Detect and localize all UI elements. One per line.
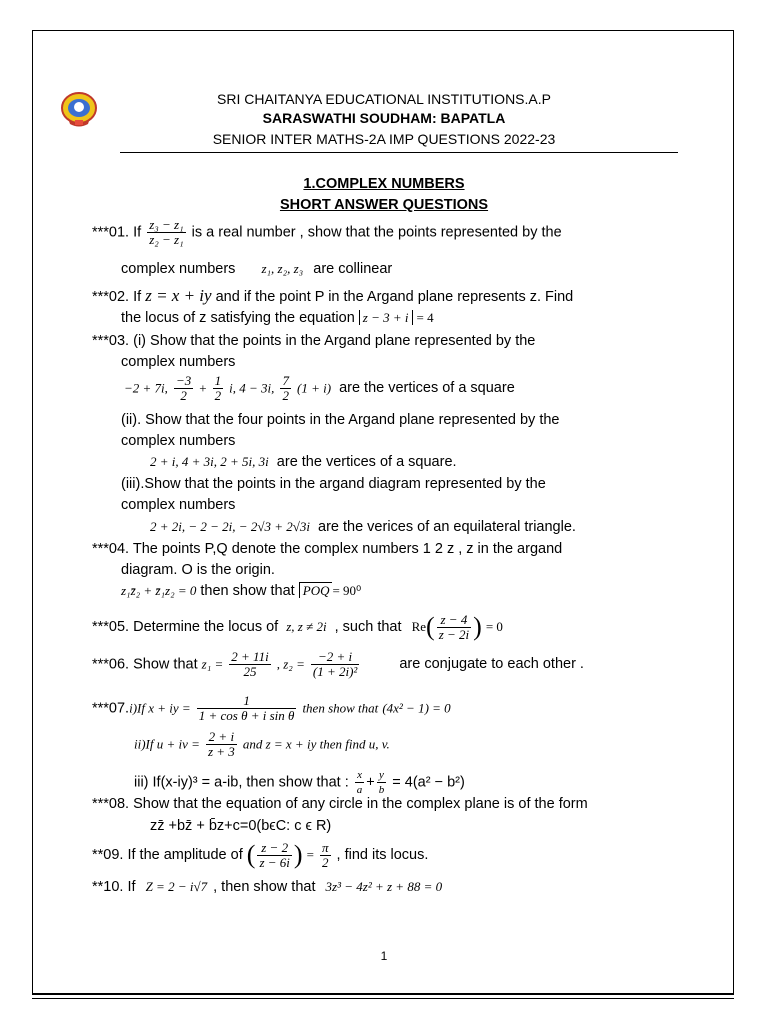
document-title: SENIOR INTER MATHS-2A IMP QUESTIONS 2022-23 [212, 131, 556, 147]
angle-poq: POQ [299, 582, 333, 598]
question-04-line2: diagram. O is the origin. [121, 562, 275, 578]
question-03-i-math: −2 + 7i, $\frac{-3}{2}$ + $\frac{1}{2}$ i, 4 − 3i, $\frac{7}{2}$ (1 + i) are the vertices of a square [124, 373, 515, 403]
question-04: ***04. The points P,Q denote the complex numbers 1 2 z , z in the argand [92, 541, 563, 557]
q01-text: is a real number , show that the points represented by the [191, 224, 562, 241]
question-07-ii: ii)If u + iv = $\frac{2 + i}{z + 3}$ and z = x + iy then find u, v. [134, 729, 390, 759]
question-03-ii: (ii). Show that the four points in the Argand plane represented by the [121, 412, 560, 428]
question-10: **10. If Z = 2 − i√7 , then show that 3z³ − 4z² + z + 88 = 0 [92, 879, 443, 895]
question-01-line2: complex numbers z₁, z₂, z₃ are collinear [121, 261, 393, 277]
header-rule [120, 152, 678, 153]
question-03-iii-math: 2 + 2i, − 2 − 2i, − 2√3 + 2√3i are the verices of an equilateral triangle. [150, 519, 576, 535]
question-07-iii: iii) If(x-iy)³ = a-ib, then show that : $\frac{x}{a}$ + $\frac{y}{b}$ = 4(a² − b²) [134, 769, 465, 796]
footer-rule-secondary [32, 998, 734, 999]
q01-prefix: ***01. If [92, 224, 142, 241]
question-04-line3: z₁z̄₂ + z̄₁z₂ = 0 then show that POQ = 90⁰ [121, 583, 362, 599]
question-02: ***02. If z = x + iy and if the point P in the Argand plane represents z. Find [92, 286, 574, 305]
question-09: **09. If the amplitude of ( $\frac{z - 2}{z - 6i}$ ) = $\frac{\pi}{2}$ , find its locus. [92, 839, 429, 870]
question-05: ***05. Determine the locus of z, z ≠ 2i , such that Re( $\frac{z - 4}{z - 2i}$ ) = 0 [92, 611, 503, 642]
q01-math: z₁, z₂, z₃ [261, 261, 304, 276]
question-07-i: ***07.i)If x + iy = $\frac{1}{\text{1 + cos θ + i sin θ}}$ then show that (4x² − 1) = 0 [92, 693, 451, 723]
section-title: SHORT ANSWER QUESTIONS [279, 197, 489, 213]
footer-rule [32, 994, 734, 995]
question-02-line2: the locus of z satisfying the equation z − 3 + i = 4 [121, 310, 434, 326]
campus-name: SARASWATHI SOUDHAM: BAPATLA [262, 110, 506, 126]
q02-abs-expression: z − 3 + i [359, 310, 413, 325]
question-03-iii-line2: complex numbers [121, 497, 236, 513]
question-08-line2: zz̄ +bz̄ + b̄z+c=0(bϵC: c ϵ R) [150, 818, 332, 834]
question-08: ***08. Show that the equation of any circle in the complex plane is of the form [92, 796, 588, 812]
page-number: 1 [380, 949, 388, 963]
question-06: ***06. Show that z₁ = $\frac{2 + 11i}{25}$ , z₂ = $\frac{-2 + i}{\text{(1 + 2i)²}}$ are conjugate to each other . [92, 649, 584, 679]
question-03-i: ***03. (i) Show that the points in the Argand plane represented by the [92, 333, 536, 349]
institution-name: SRI CHAITANYA EDUCATIONAL INSTITUTIONS.A.P [217, 91, 551, 107]
q02-math: z = x + iy [145, 286, 212, 305]
question-03-ii-math: 2 + i, 4 + 3i, 2 + 5i, 3i are the vertices of a square. [150, 454, 457, 470]
chapter-title: 1.COMPLEX NUMBERS [303, 176, 465, 192]
question-03-i-line2: complex numbers [121, 354, 236, 370]
question-03-iii: (iii).Show that the points in the argand diagram represented by the [121, 476, 546, 492]
question-01 [92, 218, 562, 247]
q01-fraction: $\frac{\text{z₃ − z₁}}{\text{z₂ − z₁}}$ [149, 217, 184, 247]
question-03-ii-line2: complex numbers [121, 433, 236, 449]
